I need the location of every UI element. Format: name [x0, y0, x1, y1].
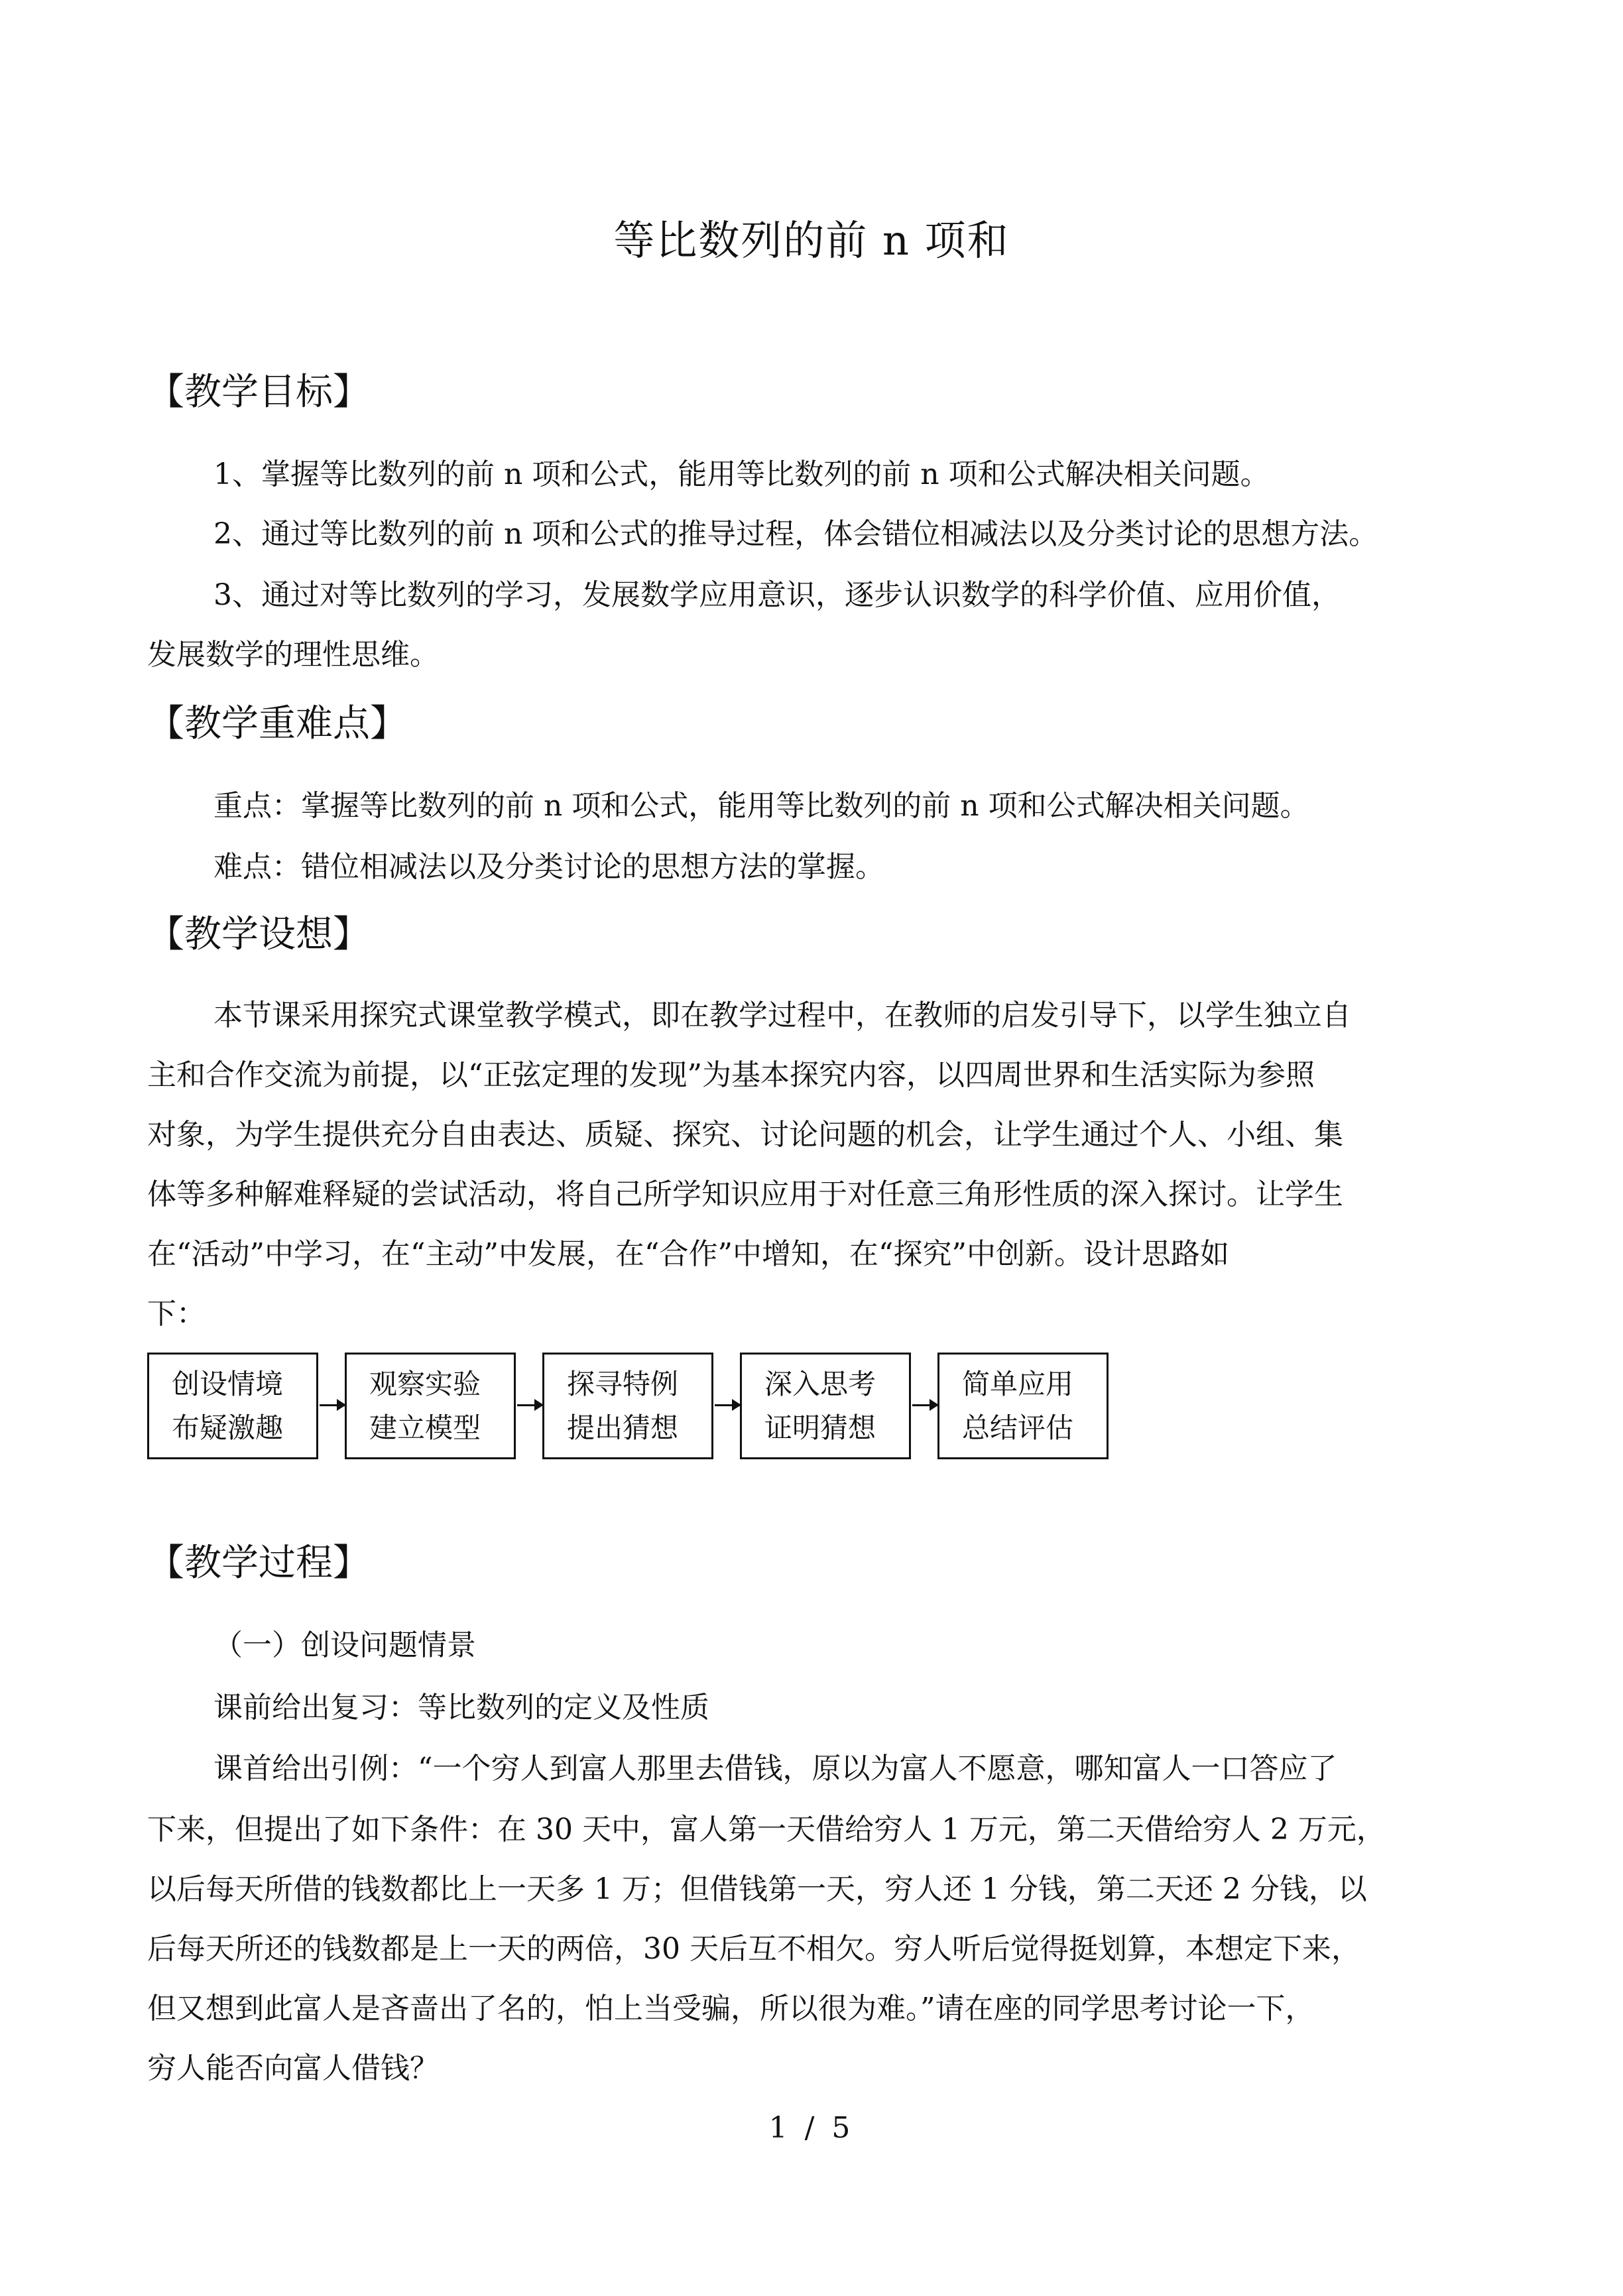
flow-arrow-icon: [320, 1404, 345, 1406]
flow-step-1: [147, 1353, 318, 1459]
section-heading-key-points: 【教学重难点】: [147, 702, 407, 745]
flow-step-4-line2: 证明猜想: [764, 1412, 876, 1444]
design-flow-chart: [147, 1353, 1115, 1462]
flow-step-3: [542, 1353, 713, 1459]
flow-step-5-line2: 总结评估: [962, 1412, 1074, 1444]
flow-step-3-line1: 探寻特例: [567, 1368, 679, 1400]
section-heading-process: 【教学过程】: [147, 1541, 370, 1585]
design-line-6: 下：: [147, 1297, 206, 1331]
flow-step-4: [740, 1353, 911, 1459]
design-line-1: 本节课采用探究式课堂教学模式，即在教学过程中，在教师的启发引导下，以学生独立自: [213, 998, 1351, 1032]
flow-step-5-line1: 简单应用: [962, 1368, 1074, 1400]
process-line-7: 但又想到此富人是吝啬出了名的，怕上当受骗，所以很为难。”请在座的同学思考讨论一下，: [147, 1992, 1315, 2025]
flow-arrow-icon: [517, 1404, 542, 1406]
flow-step-2: [345, 1353, 516, 1459]
design-line-2: 主和合作交流为前提，以“正弦定理的发现”为基本探究内容，以四周世界和生活实际为参照: [147, 1058, 1315, 1092]
key-point-line-2: 难点：错位相减法以及分类讨论的思想方法的掌握。: [213, 850, 884, 884]
document-title: 等比数列的前 n 项和: [613, 216, 1010, 265]
design-line-4: 体等多种解难释疑的尝试活动，将自己所学知识应用于对任意三角形性质的深入探讨。让学生: [147, 1178, 1343, 1211]
objective-line-1: 1、掌握等比数列的前 n 项和公式，能用等比数列的前 n 项和公式解决相关问题。: [213, 457, 1270, 491]
flow-arrow-icon: [715, 1404, 740, 1406]
flow-step-1-line1: 创设情境: [172, 1368, 284, 1400]
flow-arrow-icon: [912, 1404, 937, 1406]
flow-step-4-line1: 深入思考: [764, 1368, 876, 1400]
flow-step-2-line1: 观察实验: [369, 1368, 481, 1400]
flow-step-1-line2: 布疑激趣: [172, 1412, 284, 1444]
process-line-8: 穷人能否向富人借钱？: [147, 2051, 439, 2085]
process-line-2: 课前给出复习：等比数列的定义及性质: [213, 1691, 709, 1724]
section-heading-objectives: 【教学目标】: [147, 371, 370, 414]
process-line-6: 后每天所还的钱数都是上一天的两倍，30 天后互不相欠。穷人听后觉得挺划算，本想定下来，: [147, 1932, 1360, 1966]
page-number: 1 / 5: [768, 2111, 855, 2145]
objective-line-2: 2、通过等比数列的前 n 项和公式的推导过程，体会错位相减法以及分类讨论的思想方法。: [213, 517, 1378, 551]
process-line-5: 以后每天所借的钱数都比上一天多 1 万；但借钱第一天，穷人还 1 分钱，第二天还 2 分钱，以: [147, 1872, 1367, 1906]
flow-step-3-line2: 提出猜想: [567, 1412, 679, 1444]
design-line-5: 在“活动”中学习，在“主动”中发展，在“合作”中增知，在“探究”中创新。设计思路如: [147, 1237, 1229, 1271]
process-line-4: 下来，但提出了如下条件：在 30 天中，富人第一天借给穷人 1 万元，第二天借给穷人 2 万元，: [147, 1813, 1386, 1846]
process-line-3: 课首给出引例：“一个穷人到富人那里去借钱，原以为富人不愿意，哪知富人一口答应了: [213, 1752, 1337, 1785]
objective-line-4: 发展数学的理性思维。: [147, 638, 439, 672]
design-line-3: 对象，为学生提供充分自由表达、质疑、探究、讨论问题的机会，让学生通过个人、小组、集: [147, 1118, 1343, 1152]
section-heading-design: 【教学设想】: [147, 913, 370, 956]
objective-line-3: 3、通过对等比数列的学习，发展数学应用意识，逐步认识数学的科学价值、应用价值，: [213, 578, 1341, 612]
flow-step-5: [937, 1353, 1109, 1459]
flow-step-2-line2: 建立模型: [369, 1412, 481, 1444]
key-point-line-1: 重点：掌握等比数列的前 n 项和公式，能用等比数列的前 n 项和公式解决相关问题。: [213, 789, 1309, 823]
process-subheading: （一）创设问题情景: [213, 1628, 476, 1662]
